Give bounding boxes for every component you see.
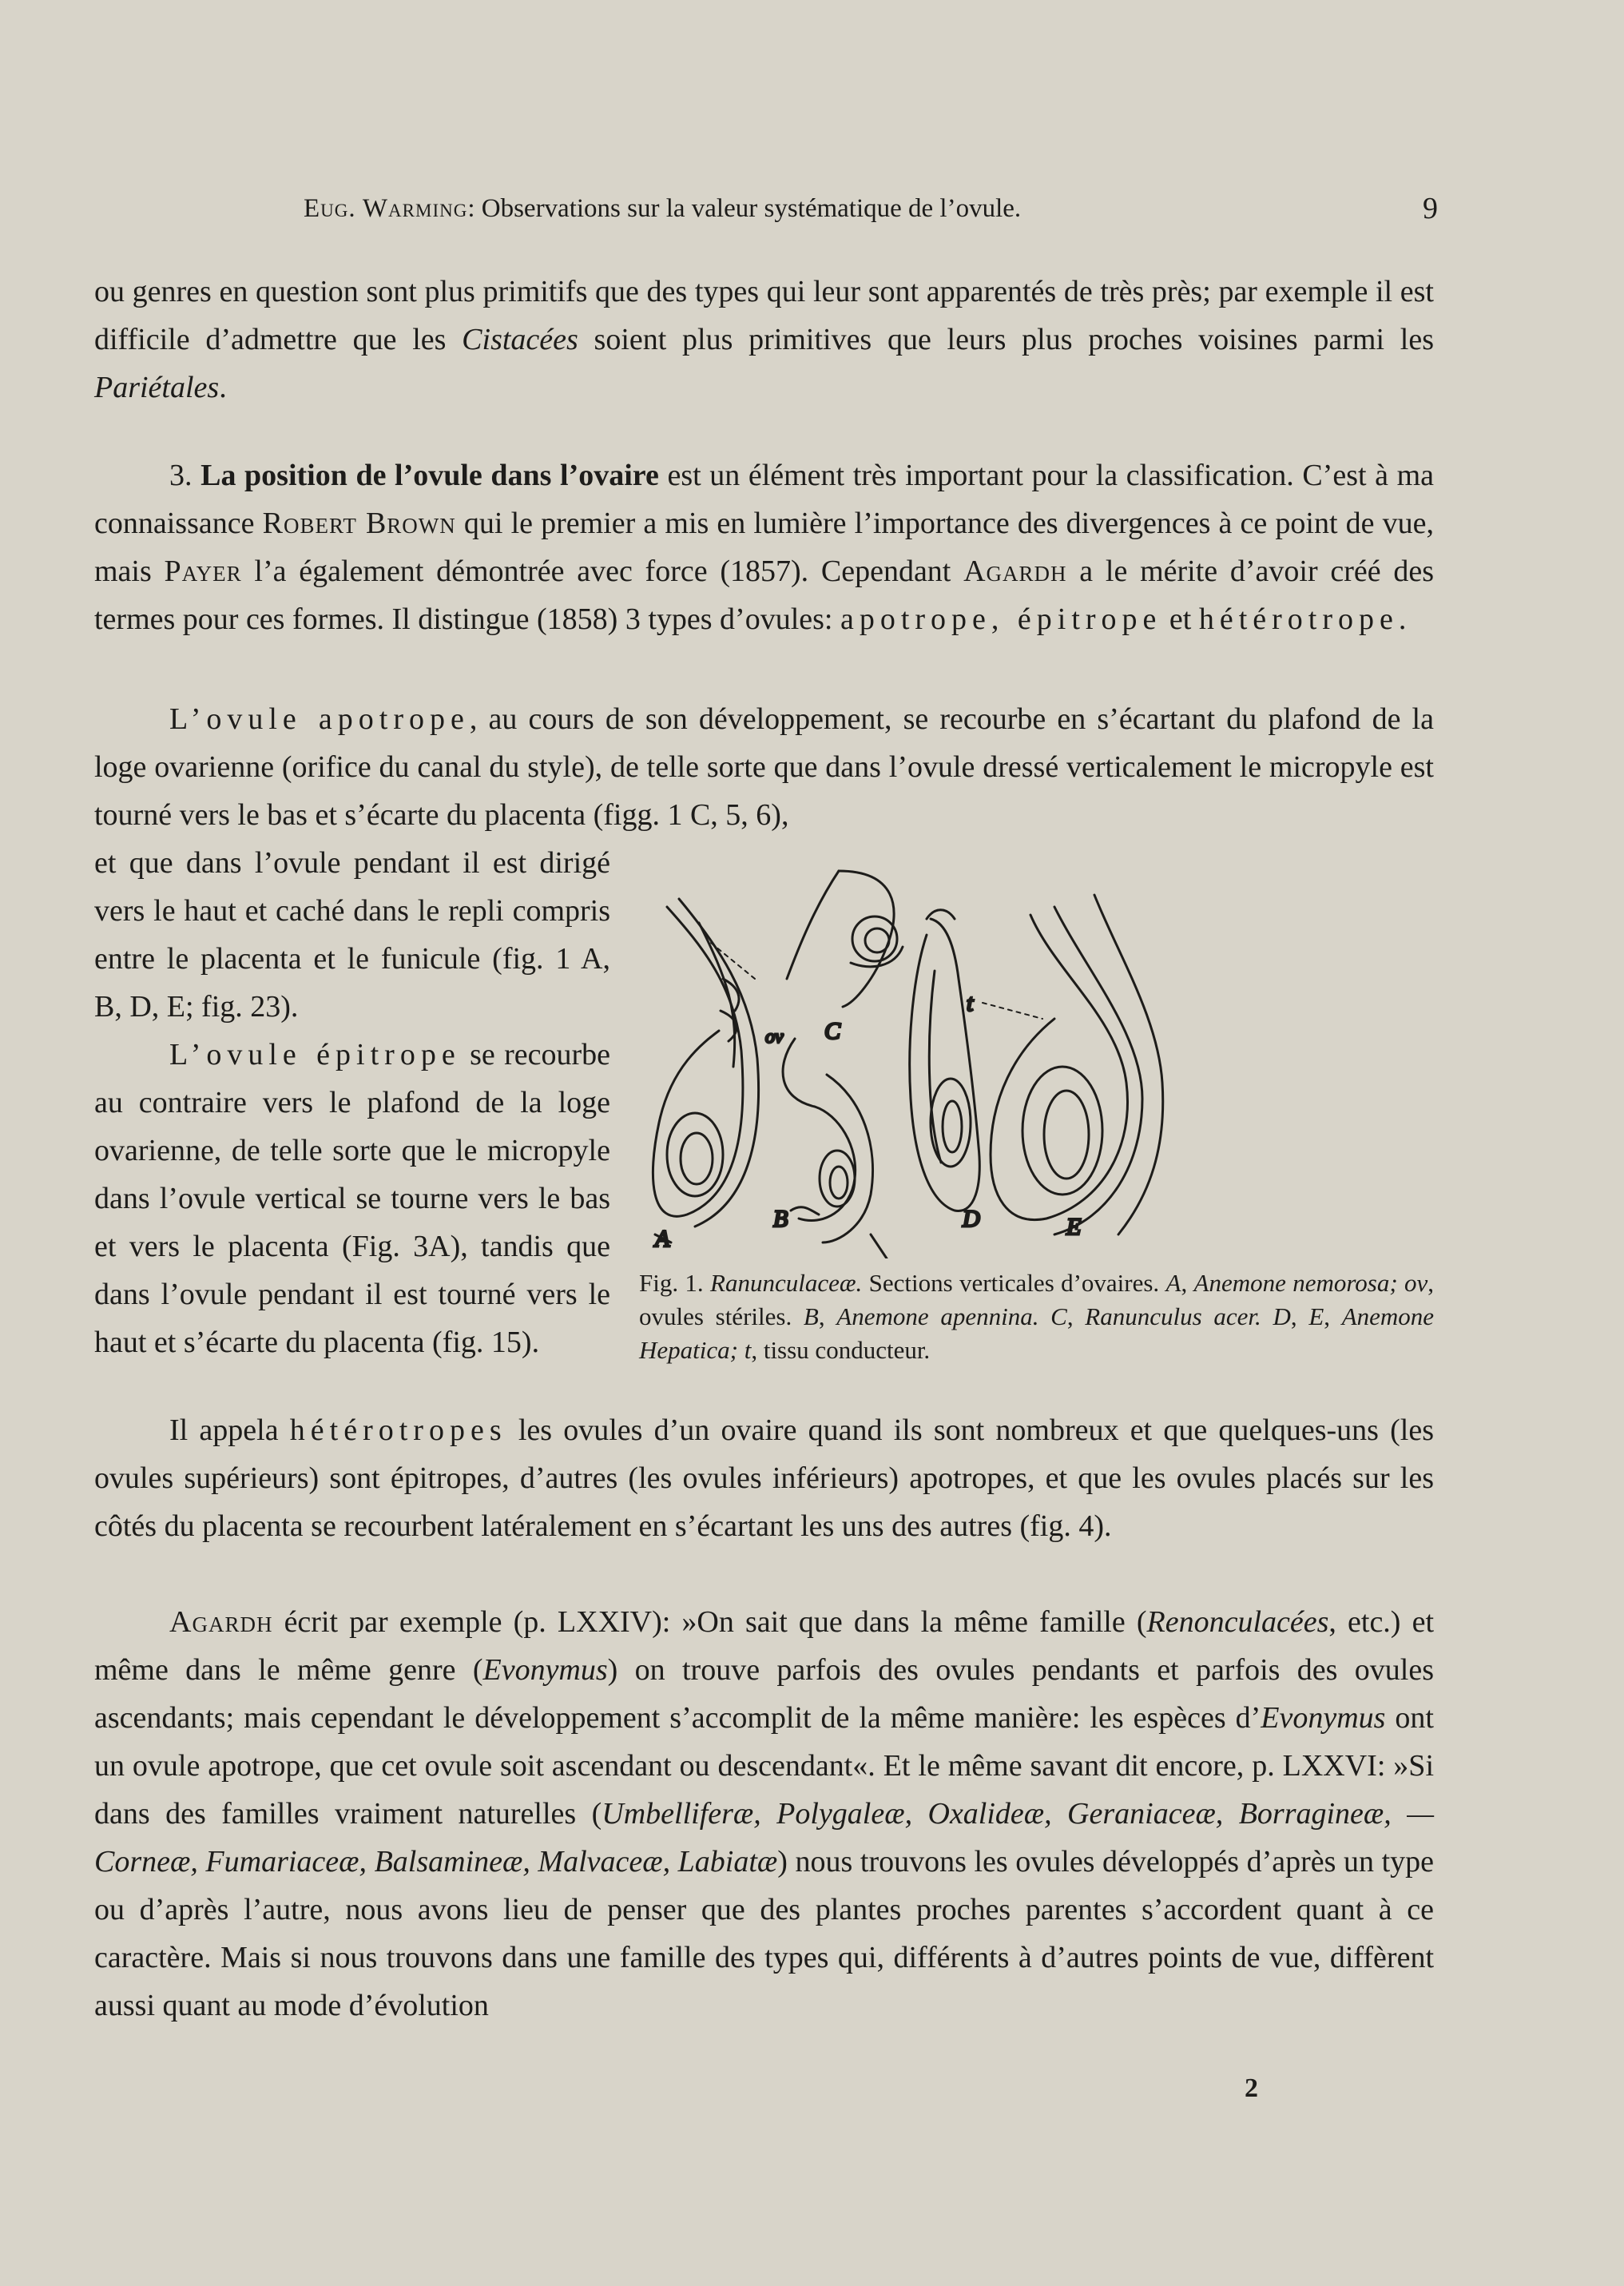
- paragraph-apotrope-continued: et que dans l’ovule pendant il est dirigé vers le haut et caché dans le repli compris entre le placenta et le funicule (fig. 1 A, B, D, E; fig. 23).: [94, 846, 610, 1024]
- figure-label-b: B: [773, 1206, 788, 1232]
- figure-ovary-sections: [639, 859, 1434, 1258]
- page-number: 9: [1423, 192, 1438, 225]
- paragraph-apotrope: L’ovule apotrope, au cours de son développement, se recourbe en s’écartant du plafond de la loge ovarienne (orifice du canal du style), de telle sorte que dans l’ovule dressé verticalement le micropyle est tourné vers le bas et s’écarte du placenta (figg. 1 C, 5, 6),: [94, 702, 1434, 832]
- paragraph-continued: ou genres en question sont plus primitifs que des types qui leur sont apparentés de très près; par exemple il est difficile d’admettre que les Cistacées soient plus primitives que leurs plus proches voisines parmi les Pariétales.: [94, 275, 1434, 404]
- paragraph-ovule-position: 3. La position de l’ovule dans l’ovaire est un élément très important pour la classification. C’est à ma connaissance Robert Brown qui le premier a mis en lumière l’importance des divergences à ce point de vue, mais Payer l’a également démontrée avec force (1857). Cependant Agardh a le mérite d’avoir créé des termes pour ces formes. Il distingue (1858) 3 types d’ovules: apotrope, épitrope et hétérotrope.: [94, 459, 1435, 636]
- running-header: [304, 189, 1438, 229]
- ovary-drawing: [639, 859, 1434, 1258]
- figure-b-drawing: [783, 1039, 887, 1258]
- figure-label-e: E: [1066, 1214, 1082, 1240]
- figure-caption: Fig. 1. Ranunculaceæ. Sections verticales d’ovaires. A, Anemone nemorosa; ov, ovules stériles. B, Anemone apennina. C, Ranunculus acer. D, E, Anemone Hepatica; t, tissu conducteur.: [639, 1269, 1435, 1364]
- paragraph-epitrope: L’ovule épitrope se recourbe au contraire vers le plafond de la loge ovarienne, de telle sorte que le micropyle dans l’ovule vertical se tourne vers le bas et vers le placenta (Fig. 3A), tandis que dans l’ovule pendant il est tourné vers le haut et s’écarte du placenta (fig. 15).: [94, 1038, 610, 1359]
- paragraph-heterotrope: Il appela hétérotropes les ovules d’un ovaire quand ils sont nombreux et que quelques-uns (les ovules supérieurs) sont épitropes, d’autres (les ovules inférieurs) apotropes, et que les ovules placés sur les côtés du placenta se recourbent latéralement en s’écartant les uns des autres (fig. 4).: [94, 1413, 1434, 1543]
- paragraph-agardh-quote: Agardh écrit par exemple (p. LXXIV): »On sait que dans la même famille (Renonculacées, etc.) et même dans le même genre (Evonymus) on trouve parfois des ovules pendants et parfois des ovules ascendants; mais cependant le développement s’accomplit de la même manière: les espèces d’Evonymus ont un ovule apotrope, que cet ovule soit ascendant ou descendant«. Et le même savant dit encore, p. LXXVI: »Si dans des familles vraiment naturelles (Umbelliferæ, Polygaleæ, Oxalideæ, Geraniaceæ, Borragineæ, — Corneæ, Fumariaceæ, Balsamineæ, Malvaceæ, Labiatæ) nous trouvons les ovules développés d’après un type ou d’après l’autre, nous avons lieu de penser que des plantes proches parentes s’accordent quant à ce caractère. Mais si nous trouvons dans une famille des types qui, différents à d’autres points de vue, diffèrent aussi quant au mode d’évolution: [94, 1605, 1435, 2022]
- figure-d-drawing: [910, 910, 980, 1211]
- figure-a-drawing: [653, 899, 758, 1242]
- figure-label-a: A: [655, 1226, 670, 1252]
- figure-c-drawing: [787, 871, 903, 1007]
- sheet-signature: 2: [1245, 2073, 1258, 2103]
- header-author: Eug. Warming:: [304, 194, 475, 223]
- figure-e-drawing: [983, 895, 1163, 1234]
- section-heading: La position de l’ovule dans l’ovaire: [201, 459, 659, 492]
- figure-label-d: D: [963, 1206, 980, 1232]
- header-title: Observations sur la valeur systématique de l’ovule.: [474, 194, 1022, 223]
- figure-label-ov: ov: [765, 1027, 784, 1048]
- figure-label-c: C: [824, 1018, 841, 1044]
- figure-label-t: t: [967, 990, 974, 1016]
